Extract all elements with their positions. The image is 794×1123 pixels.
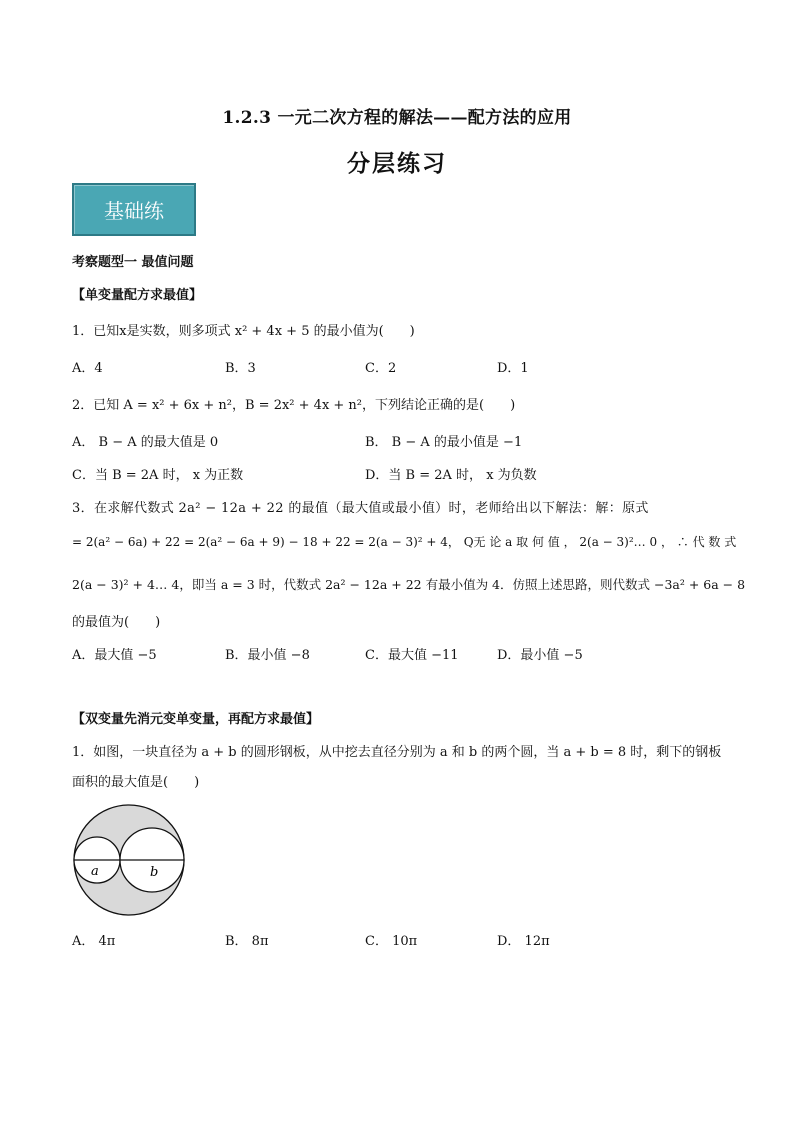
question-2-option-c: C．当 B = 2A 时， x 为正数: [72, 468, 244, 483]
question-3-line-4: 的最值为( ): [72, 615, 161, 630]
question-2-option-a: A． B − A 的最大值是 0: [72, 435, 219, 450]
question-3-option-b: B．最小值 −8: [225, 648, 310, 663]
question-3-option-d: D．最小值 −5: [497, 648, 583, 663]
section-heading: 考察题型一 最值问题: [72, 255, 194, 270]
section-2-question-1-option-a: A． 4π: [72, 934, 116, 949]
section-2-question-1-option-d: D． 12π: [497, 934, 550, 949]
section-2-subheading: 【双变量先消元变单变量，再配方求最值】: [72, 712, 320, 727]
section-2-question-1-option-c: C． 10π: [365, 934, 418, 949]
label-b: b: [150, 865, 159, 880]
question-3-line-1: 3．在求解代数式 2a² − 12a + 22 的最值（最大值或最小值）时，老师给出以下解法：解：原式: [72, 501, 649, 516]
section-2-question-1-option-b: B． 8π: [225, 934, 269, 949]
question-2-stem: 2．已知 A = x² + 6x + n²，B = 2x² + 4x + n²，下列结论正确的是( ): [72, 398, 516, 413]
question-2-option-d: D．当 B = 2A 时， x 为负数: [365, 468, 537, 483]
question-1-option-a: A．4: [72, 361, 103, 376]
question-2-option-b: B． B − A 的最小值是 −1: [365, 435, 523, 450]
page-subtitle: 分层练习: [347, 150, 447, 177]
question-1-option-b: B．3: [225, 361, 256, 376]
question-1-stem: 1．已知x是实数，则多项式 x² + 4x + 5 的最小值为( ): [72, 324, 415, 339]
label-a: a: [91, 864, 99, 879]
page-title: 1.2.3 一元二次方程的解法——配方法的应用: [222, 108, 572, 128]
circle-diagram: [72, 803, 186, 917]
question-3-line-2: = 2(a² − 6a) + 22 = 2(a² − 6a + 9) − 18 + 22 = 2(a − 3)² + 4， Q无 论 a 取 何 值 ， 2(a − 3)²… 0 ， ∴ 代 数 式: [72, 535, 737, 549]
question-3-line-3: 2(a − 3)² + 4… 4，即当 a = 3 时，代数式 2a² − 12a + 22 有最小值为 4．仿照上述思路，则代数式 −3a² + 6a − 8: [72, 577, 746, 592]
question-1-option-d: D．1: [497, 361, 529, 376]
section-2-question-1-line-2: 面积的最大值是( ): [72, 775, 200, 790]
question-1-option-c: C．2: [365, 361, 397, 376]
section-2-question-1-line-1: 1．如图，一块直径为 a + b 的圆形钢板，从中挖去直径分别为 a 和 b 的两个圆，当 a + b = 8 时，剩下的钢板: [72, 745, 722, 760]
level-badge: 基础练: [72, 183, 196, 236]
section-subheading: 【单变量配方求最值】: [72, 288, 203, 303]
question-3-option-c: C．最大值 −11: [365, 648, 459, 663]
question-3-option-a: A．最大值 −5: [72, 648, 157, 663]
